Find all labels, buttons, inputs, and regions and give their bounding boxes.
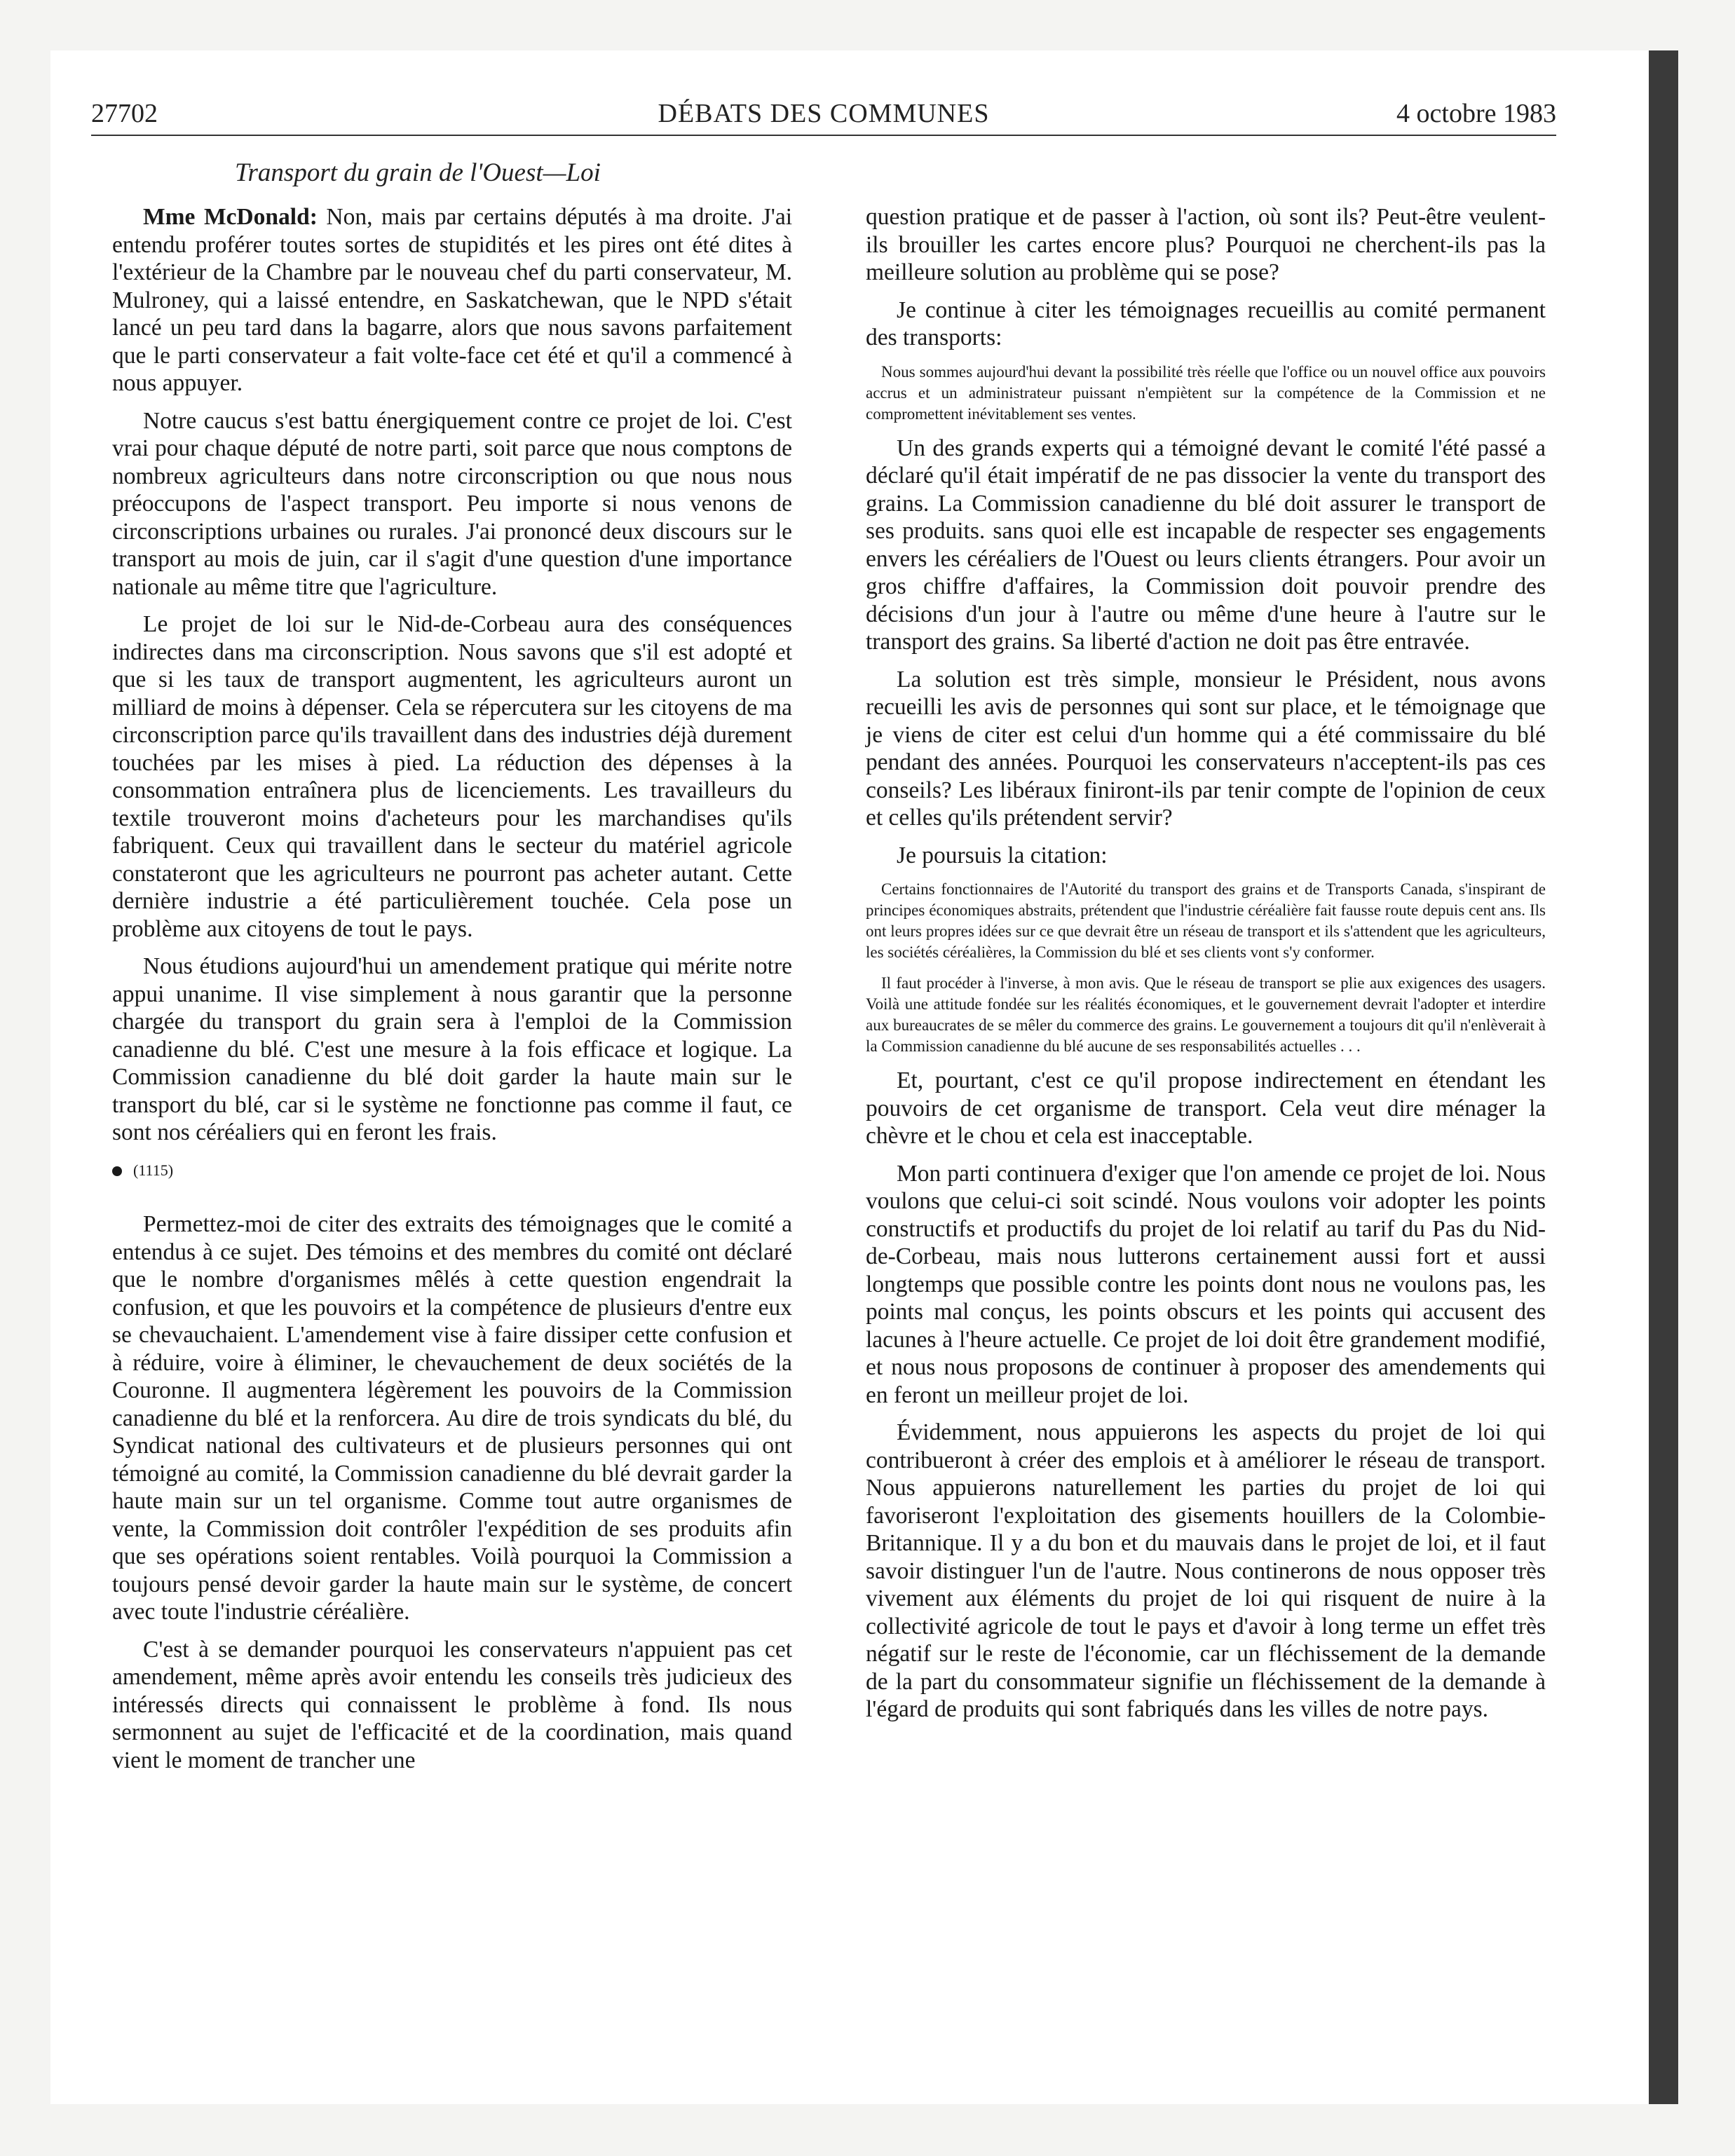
paragraph: Évidemment, nous appuierons les aspects du projet de loi qui contribueront à créer des emplois et à améliorer le réseau de transport. Nous appuierons naturellement les parties du projet de loi qui favoriseront l'exploitation des gisements houillers de la Colombie-Britannique. Il y a du bon et du mauvais dans le projet de loi, et il faut savoir distinguer l'un de l'autre. Nous continerons de nous opposer très vivement aux éléments du projet de loi qui risquent de nuire à la collectivité agricole de tout le pays et d'avoir à long terme un effet très négatif sur le reste de l'économie, car un fléchissement de la demande de la part du consommateur signifie un fléchissement de la demande à l'égard de produits qui sont fabriqués dans les villes de notre pays. [866, 1419, 1546, 1722]
speaker-name: Mme McDonald: [143, 204, 318, 230]
paragraph: Nous étudions aujourd'hui un amendement pratique qui mérite notre appui unanime. Il vise simplement à nous garantir que la personne chargée du transport du grain sera à l'emploi de la Commission canadienne du blé. C'est une mesure à la fois efficace et logique. La Commission canadienne du blé doit garder la haute main sur le transport du blé, car si le système ne fonctionne pas comme il faut, ce sont nos céréaliers qui en feront les frais. [112, 953, 792, 1145]
paragraph: Un des grands experts qui a témoigné devant le comité l'été passé a déclaré qu'il était impératif de ne pas dissocier la vente du transport des grains. La Commission canadienne du blé doit assurer le transport de ses produits. sans quoi elle est incapable de respecter ses engagements envers les céréaliers de l'Ouest ou leurs clients étrangers. Pour avoir un gros chiffre d'affaires, la Commission doit pouvoir prendre des décisions d'un jour à l'autre ou même d'une heure à l'autre sur le transport des grains. Sa liberté d'action ne doit pas être entravée. [866, 435, 1546, 655]
block-quote: Certains fonctionnaires de l'Autorité du transport des grains et de Transports Canada, s'inspirant de principes économiques abstraits, prétendent que l'industrie céréalière fait fausse route depuis cent ans. Ils ont leurs propres idées sur ce que devrait être un réseau de transport et ils s'attendent que les agriculteurs, les sociétés céréalières, la Commission du blé et ses clients vont s'y conformer. [866, 880, 1546, 961]
header-date: 4 octobre 1983 [1396, 99, 1556, 128]
bullet-icon [112, 1166, 122, 1176]
paragraph: Mon parti continuera d'exiger que l'on amende ce projet de loi. Nous voulons que celui-ci soit scindé. Nous voulons voir adopter les points constructifs et productifs du projet de loi relatif au tarif du Pas du Nid-de-Corbeau, mais nous lutterons certainement aussi fort et aussi longtemps que possible contre les points dont nous ne voulons pas, les points mal conçus, les points obscurs et les points qui accusent des lacunes à l'heure actuelle. Ce projet de loi doit être grandement modifié, et nous nous proposons de continuer à proposer des amendements qui en feront un meilleur projet de loi. [866, 1160, 1546, 1408]
right-column [866, 203, 1546, 1733]
paragraph: Permettez-moi de citer des extraits des témoignages que le comité a entendus à ce sujet. Des témoins et des membres du comité ont déclaré que le nombre d'organismes mêlés à cette question engendrait la confusion, et que les pouvoirs et la compétence de plusieurs d'entre eux se chevauchaient. L'amendement vise à faire dissiper cette confusion et à réduire, voire à éliminer, le chevauchement de deux sociétés de la Couronne. Il augmentera légèrement les pouvoirs de la Commission canadienne du blé et la renforcera. Au dire de trois syndicats du blé, du Syndicat national des cultivateurs et de plusieurs personnes qui ont témoigné au comité, la Commission canadienne du blé devrait garder la haute main sur un tel organisme. Comme tout autre organismes de vente, la Commission doit contrôler l'expédition de ses produits afin que ses opérations soient rentables. Voilà pourquoi la Commission a toujours pensé devoir garder la haute main sur le système, de concert avec toute l'industrie céréalière. [112, 1211, 792, 1625]
page-header [91, 98, 1556, 135]
time-marker-label: (1115) [133, 1161, 174, 1179]
block-quote: Il faut procéder à l'inverse, à mon avis. Que le réseau de transport se plie aux exigences des usagers. Voilà une attitude fondée sur les réalités économiques, et le gouvernement devrait l'adopter et interdire aux bureaucrates de se mêler du commerce des grains. Le gouvernement a toujours dit qu'il n'enlèverait à la Commission canadienne du blé aucune de ses responsabilités actuelles . . . [866, 974, 1546, 1055]
section-subtitle: Transport du grain de l'Ouest—Loi [235, 158, 601, 187]
header-rule [91, 135, 1556, 136]
publication-title: DÉBATS DES COMMUNES [658, 99, 990, 128]
scan-edge-bar [1649, 50, 1678, 2104]
paragraph: Je continue à citer les témoignages recueillis au comité permanent des transports: [866, 296, 1546, 350]
page-number: 27702 [91, 99, 158, 128]
paragraph: C'est à se demander pourquoi les conservateurs n'appuient pas cet amendement, même après avoir entendu les conseils très judicieux des intéressés directs qui connaissent le problème à fond. Ils nous sermonnent au sujet de l'efficacité et de la coordination, mais quand vient le moment de trancher une [112, 1636, 792, 1773]
paragraph: Et, pourtant, c'est ce qu'il propose indirectement en étendant les pouvoirs de cet organisme de transport. Cela veut dire ménager la chèvre et le chou et cela est inacceptable. [866, 1067, 1546, 1149]
paragraph: Je poursuis la citation: [897, 842, 1108, 868]
paragraph: Notre caucus s'est battu énergiquement contre ce projet de loi. C'est vrai pour chaque député de notre parti, soit parce que nous comptons de nombreux agriculteurs dans notre circonscription ou que nous nous préoccupons de l'aspect transport. Peu importe si nous venons de circonscriptions urbaines ou rurales. J'ai prononcé deux discours sur le transport au mois de juin, car il s'agit d'une question d'une importance nationale au même titre que l'agriculture. [112, 407, 792, 600]
time-marker [112, 1157, 792, 1185]
paragraph: La solution est très simple, monsieur le Président, nous avons recueilli les avis de personnes qui sont sur place, et le témoignage que je viens de citer est celui d'un homme qui a été commissaire du blé pendant des années. Pourquoi les conservateurs n'acceptent-ils pas ces conseils? Les libéraux finiront-ils par tenir compte de l'opinion de ceux et celles qu'ils prétendent servir? [866, 666, 1546, 831]
paragraph: question pratique et de passer à l'action, où sont ils? Peut-être veulent-ils brouiller les cartes encore plus? Pourquoi ne cherchent-ils pas la meilleure solution au problème qui se pose? [866, 204, 1546, 285]
paragraph: Le projet de loi sur le Nid-de-Corbeau aura des conséquences indirectes dans ma circonscription. Nous savons que s'il est adopté et que si les taux de transport augmentent, les agriculteurs auront un milliard de moins à dépenser. Cela se répercutera sur les citoyens de ma circonscription parce qu'ils travaillent dans des industries déjà durement touchées par les mises à pied. La réduction des dépenses à la consommation entraînera plus de licenciements. Les travailleurs du textile trouveront moins d'acheteurs pour les marchandises qu'ils fabriquent. Ceux qui travaillent dans le secteur du matériel agricole constateront que les agriculteurs ne pourront pas acheter autant. Cette dernière industrie a été particulièrement touchée. Cela pose un problème aux citoyens de tout le pays. [112, 611, 792, 942]
block-quote: Nous sommes aujourd'hui devant la possibilité très réelle que l'office ou un nouvel office aux pouvoirs accrus et un administrateur puissant n'empiètent sur la compétence de la Commission et ne compromettent inévitablement ses ventes. [866, 362, 1546, 423]
paragraph [112, 203, 792, 397]
left-column [112, 203, 792, 1784]
paragraph-text: Non, mais par certains députés à ma droite. J'ai entendu proférer toutes sortes de stupidités et les pires ont été dites à l'extérieur de la Chambre par le nouveau chef du parti conservateur, M. Mulroney, qui a laissé entendre, en Saskatchewan, que le NPD s'était lancé un peu tard dans la bagarre, alors que nous savons parfaitement que le parti conservateur a fait volte-face cet été et qu'il a commencé à nous appuyer. [112, 204, 793, 396]
